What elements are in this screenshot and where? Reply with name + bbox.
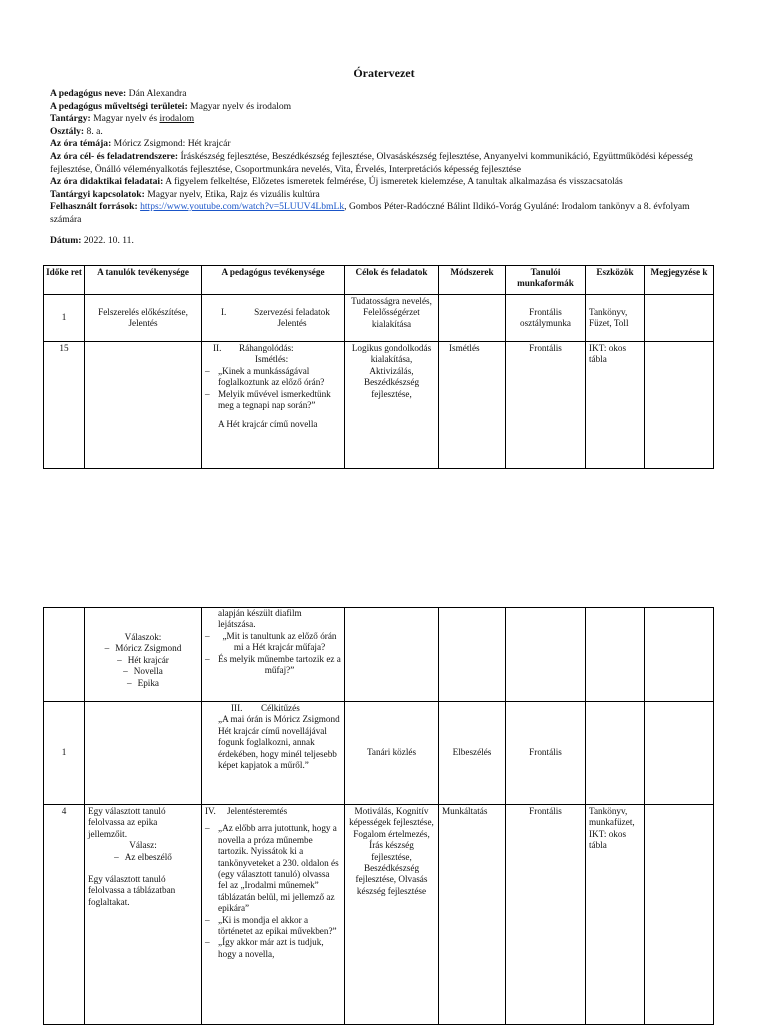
cell-methods: Munkáltatás (439, 805, 506, 1025)
meta-date: Dátum: 2022. 10. 11. (50, 234, 134, 246)
meta-goals: Az óra cél- és feladatrendszere: Íráskészség fejlesztése, Beszédkészség fejlesztése, Olvasáskészség fejlesztése, Anyanyelvi kommunikáció, Együttműködési képesség fejlesztése, Önálló véleményalkotás fejlesztése, Csoportmunkára nevelés, Vita, Érvelés, Interpretációs képesség fejlesztése (50, 150, 693, 175)
cell-notes (645, 295, 714, 342)
cell-goals: Tudatosságra nevelés, Felelősségérzet kialakítása (345, 295, 439, 342)
meta-class: Osztály: 8. a. (50, 125, 103, 137)
cell-tools (586, 702, 645, 805)
cell-tools: Tankönyv, munkafüzet, IKT: okos tábla (586, 805, 645, 1025)
cell-tools: IKT: okos tábla (586, 342, 645, 469)
table-row (44, 702, 714, 805)
cell-students: Válaszok: – Móricz Zsigmond – Hét krajcár – Novella – Epika (85, 608, 202, 702)
cell-students (85, 702, 202, 805)
meta-links: Tantárgyi kapcsolatok: Magyar nyelv, Etika, Rajz és vizuális kultúra (50, 188, 320, 200)
cell-notes (645, 342, 714, 469)
cell-teacher: alapján készült diafilm lejátszása. – „Mit is tanultunk az előző órán mi a Hét krajcár műfaja? – És melyik műnembe tartozik ez a műfaj?” (202, 608, 345, 702)
cell-students (85, 342, 202, 469)
cell-forms: Frontális (506, 805, 586, 1025)
cell-forms: Frontális osztálymunka (506, 295, 586, 342)
header-goals: Célok és feladatok (345, 266, 439, 295)
meta-subject: Tantárgy: Magyar nyelv és irodalom (50, 113, 195, 125)
cell-students: Felszerelés előkészítése, Jelentés (85, 295, 202, 342)
table-header-row (44, 266, 714, 295)
cell-time: 15 (44, 342, 85, 469)
cell-methods (439, 295, 506, 342)
cell-time: 1 (44, 702, 85, 805)
cell-students: Egy választott tanuló felolvassa az epika jellemzőit. Válasz: – Az elbeszélő Egy választott tanuló felolvassa a táblázatban foglaltakat. (85, 805, 202, 1025)
cell-tools: Tankönyv, Füzet, Toll (586, 295, 645, 342)
header-time: Időke ret (44, 266, 85, 295)
meta-topic: Az óra témája: Móricz Zsigmond: Hét krajcár (50, 138, 231, 150)
cell-methods (439, 608, 506, 702)
cell-goals: Motiválás, Kognitív képességek fejlesztése, Fogalom értelmezés, Írás készség fejlesztése, Beszédkészség fejlesztése, Olvasás készség fejlesztése (345, 805, 439, 1025)
header-forms: Tanulói munkaformák (506, 266, 586, 295)
cell-goals (345, 608, 439, 702)
table-row (44, 295, 714, 342)
cell-tools (586, 608, 645, 702)
cell-notes (645, 805, 714, 1025)
header-tools: Eszközök (586, 266, 645, 295)
cell-teacher: III. Célkitűzés „A mai órán is Móricz Zsigmond Hét krajcár című novellájával fogunk foglalkozni, annak érdekében, hogy minél teljesebb képet kapjatok a műről.” (202, 702, 345, 805)
header-methods: Módszerek (439, 266, 506, 295)
meta-sources: Felhasznált források: https://www.youtube.com/watch?v=5LUUV4LbmLk, Gombos Péter-Radóczné Bálint Ildikó-Vorág Gyuláné: Irodalom tankönyv a 8. évfolyam számára (50, 201, 690, 225)
cell-goals: Tanári közlés (345, 702, 439, 805)
cell-goals: Logikus gondolkodás kialakítása, Aktivizálás, Beszédkészség fejlesztése, (345, 342, 439, 469)
cell-methods: Elbeszélés (439, 702, 506, 805)
meta-field: A pedagógus műveltségi területei: Magyar nyelv és irodalom (50, 100, 292, 112)
header-teacher: A pedagógus tevékenysége (202, 266, 345, 295)
cell-forms: Frontális (506, 702, 586, 805)
meta-didactic: Az óra didaktikai feladatai: A figyelem felkeltése, Előzetes ismeretek felmérése, Új ismeretek kielemzése, A tanultak alkalmazása és visszacsatolás (50, 176, 623, 188)
meta-teacher: A pedagógus neve: Dán Alexandra (50, 88, 187, 99)
lesson-table-page1 (43, 265, 714, 469)
cell-notes (645, 702, 714, 805)
lesson-meta (50, 88, 720, 247)
cell-notes (645, 608, 714, 702)
header-notes: Megjegyzése k (645, 266, 714, 295)
cell-time: 4 (44, 805, 85, 1025)
source-link[interactable]: https://www.youtube.com/watch?v=5LUUV4LbmLk (140, 201, 345, 213)
header-students: A tanulók tevékenysége (85, 266, 202, 295)
table-row (44, 608, 714, 702)
cell-forms: Frontális (506, 342, 586, 469)
table-row (44, 805, 714, 1025)
cell-time: 1 (44, 295, 85, 342)
cell-teacher: I. Szervezési feladatok Jelentés (202, 295, 345, 342)
cell-time (44, 608, 85, 702)
lesson-table-page2 (43, 607, 714, 1025)
cell-methods: Ismétlés (439, 342, 506, 469)
cell-teacher: II. Ráhangolódás: Ismétlés: – „Kinek a munkásságával foglalkoztunk az előző órán? – Melyik művével ismerkedtünk meg a tegnapi nap során?” A Hét krajcár című novella (202, 342, 345, 469)
cell-teacher: IV. Jelentésteremtés – „Az előbb arra jutottunk, hogy a novella a próza műnembe tartozik. Nyissátok ki a tankönyveteket a 230. oldalon és (egy választott tanuló) olvassa fel az „Irodalmi műnemek” táblázatán belül, mi jellemző az epikára” – „Ki is mondja el akkor a történetet az epikai művekben?” – „Így akkor már azt is tudjuk, hogy a novella, (202, 805, 345, 1025)
document-title: Óratervezet (353, 66, 415, 80)
table-row (44, 342, 714, 469)
cell-forms (506, 608, 586, 702)
